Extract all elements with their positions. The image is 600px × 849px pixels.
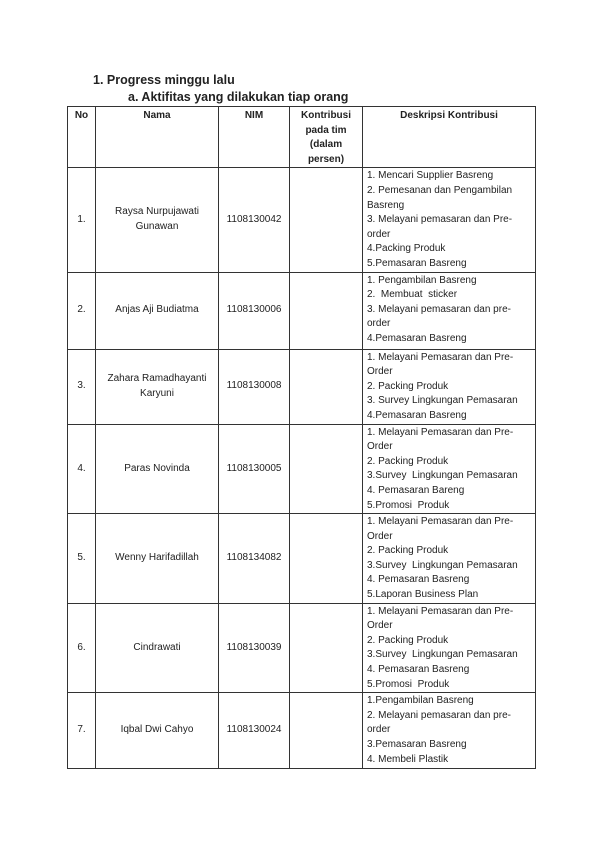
deskripsi-line: Order <box>367 366 393 378</box>
deskripsi-line: 2. Packing Produk <box>367 380 449 392</box>
cell-deskripsi <box>363 514 536 604</box>
cell-nama <box>96 349 219 424</box>
deskripsi-line: order <box>367 228 391 240</box>
cell-kontribusi <box>290 424 363 514</box>
deskripsi-line: 1. Melayani Pemasaran dan Pre- <box>367 426 514 438</box>
cell-kontribusi <box>290 603 363 693</box>
deskripsi-line: 5.Pemasaran Basreng <box>367 257 467 269</box>
table-row <box>68 603 536 693</box>
deskripsi-line: 1. Mencari Supplier Basreng <box>367 170 494 182</box>
deskripsi-line: 3. Melayani pemasaran dan Pre- <box>367 214 513 226</box>
cell-deskripsi <box>363 424 536 514</box>
table-row <box>68 349 536 424</box>
deskripsi-line: 5.Laporan Business Plan <box>367 589 479 601</box>
table-row <box>68 514 536 604</box>
cell-nim: 1108130008 <box>219 349 290 424</box>
cell-deskripsi <box>363 168 536 272</box>
nama-line: Karyuni <box>140 387 174 399</box>
table-row <box>68 693 536 769</box>
deskripsi-line: 5.Promosi Produk <box>367 678 450 690</box>
cell-nama <box>96 424 219 514</box>
cell-no: 5. <box>68 514 96 604</box>
nama-line: Gunawan <box>135 220 179 232</box>
nama-line: Zahara Ramadhayanti <box>107 372 207 384</box>
header-no: No <box>68 107 96 168</box>
deskripsi-line: 2. Packing Produk <box>367 455 449 467</box>
subsection-heading: a. Aktifitas yang dilakukan tiap orang <box>128 90 349 104</box>
deskripsi-line: Basreng <box>367 199 405 211</box>
deskripsi-line: 4. Pemasaran Bareng <box>367 484 465 496</box>
deskripsi-line: 4. Membeli Plastik <box>367 753 449 765</box>
table-row <box>68 424 536 514</box>
deskripsi-line: 3.Survey Lingkungan Pemasaran <box>367 649 518 661</box>
cell-nama <box>96 603 219 693</box>
nama-line: Raysa Nurpujawati <box>115 206 199 218</box>
deskripsi-line: Order <box>367 530 393 542</box>
header-nama: Nama <box>96 107 219 168</box>
nama-line: Iqbal Dwi Cahyo <box>120 724 194 736</box>
cell-no: 6. <box>68 603 96 693</box>
deskripsi-line: 4.Pemasaran Basreng <box>367 409 467 421</box>
header-kontribusi-line: persen) <box>307 153 345 165</box>
nama-line: Cindrawati <box>133 641 181 653</box>
cell-nim: 1108130006 <box>219 272 290 349</box>
cell-deskripsi <box>363 349 536 424</box>
deskripsi-line: 4. Pemasaran Basreng <box>367 664 470 676</box>
deskripsi-line: 4.Pemasaran Basreng <box>367 332 467 344</box>
cell-nim: 1108130039 <box>219 603 290 693</box>
header-deskripsi: Deskripsi Kontribusi <box>363 107 536 168</box>
cell-kontribusi <box>290 693 363 769</box>
cell-kontribusi <box>290 272 363 349</box>
cell-nama <box>96 168 219 272</box>
deskripsi-line: 5.Promosi Produk <box>367 499 450 511</box>
cell-no: 4. <box>68 424 96 514</box>
deskripsi-line: 2. Membuat sticker <box>367 289 458 301</box>
nama-line: Wenny Harifadillah <box>115 552 199 564</box>
header-kontribusi-line: Kontribusi <box>301 110 351 121</box>
deskripsi-line: 1. Melayani Pemasaran dan Pre- <box>367 351 514 363</box>
deskripsi-line: 3.Survey Lingkungan Pemasaran <box>367 470 518 482</box>
table-row <box>68 168 536 272</box>
cell-kontribusi <box>290 168 363 272</box>
deskripsi-line: 1. Melayani Pemasaran dan Pre- <box>367 516 514 528</box>
deskripsi-line: order <box>367 318 391 330</box>
cell-nama <box>96 272 219 349</box>
deskripsi-line: 3.Pemasaran Basreng <box>367 739 467 750</box>
deskripsi-line: 2. Melayani pemasaran dan pre- <box>367 709 511 721</box>
cell-kontribusi <box>290 349 363 424</box>
cell-nama <box>96 514 219 604</box>
deskripsi-line: 1. Melayani Pemasaran dan Pre- <box>367 605 514 617</box>
cell-nim: 1108130024 <box>219 693 290 769</box>
deskripsi-line: Order <box>367 620 393 632</box>
deskripsi-line: Order <box>367 441 393 453</box>
cell-nama <box>96 693 219 769</box>
cell-deskripsi <box>363 693 536 769</box>
header-kontribusi-line: pada tim <box>305 124 347 136</box>
cell-kontribusi <box>290 514 363 604</box>
cell-nim: 1108130005 <box>219 424 290 514</box>
cell-deskripsi <box>363 272 536 349</box>
table-header-row <box>68 107 536 168</box>
header-kontribusi <box>290 107 363 168</box>
deskripsi-line: 2. Packing Produk <box>367 634 449 646</box>
nama-line: Anjas Aji Budiatma <box>115 304 199 316</box>
table-row <box>68 272 536 349</box>
deskripsi-line: 3.Survey Lingkungan Pemasaran <box>367 559 518 571</box>
deskripsi-line: 3. Melayani pemasaran dan pre- <box>367 303 511 315</box>
cell-nim: 1108134082 <box>219 514 290 604</box>
deskripsi-line: 1.Pengambilan Basreng <box>367 695 474 707</box>
cell-no: 3. <box>68 349 96 424</box>
nama-line: Paras Novinda <box>124 462 190 474</box>
cell-deskripsi <box>363 603 536 693</box>
cell-no: 2. <box>68 272 96 349</box>
cell-nim: 1108130042 <box>219 168 290 272</box>
deskripsi-line: 2. Packing Produk <box>367 545 449 557</box>
deskripsi-line: 4. Pemasaran Basreng <box>367 574 470 586</box>
deskripsi-line: order <box>367 724 391 736</box>
deskripsi-line: 3. Survey Lingkungan Pemasaran <box>367 395 518 407</box>
deskripsi-line: 1. Pengambilan Basreng <box>367 274 477 286</box>
section-heading: 1. Progress minggu lalu <box>93 73 235 87</box>
header-kontribusi-line: (dalam <box>309 139 343 151</box>
contribution-table <box>67 106 536 769</box>
deskripsi-line: 4.Packing Produk <box>367 243 446 255</box>
cell-no: 1. <box>68 168 96 272</box>
cell-no: 7. <box>68 693 96 769</box>
header-nim: NIM <box>219 107 290 168</box>
deskripsi-line: 2. Pemesanan dan Pengambilan <box>367 184 513 196</box>
